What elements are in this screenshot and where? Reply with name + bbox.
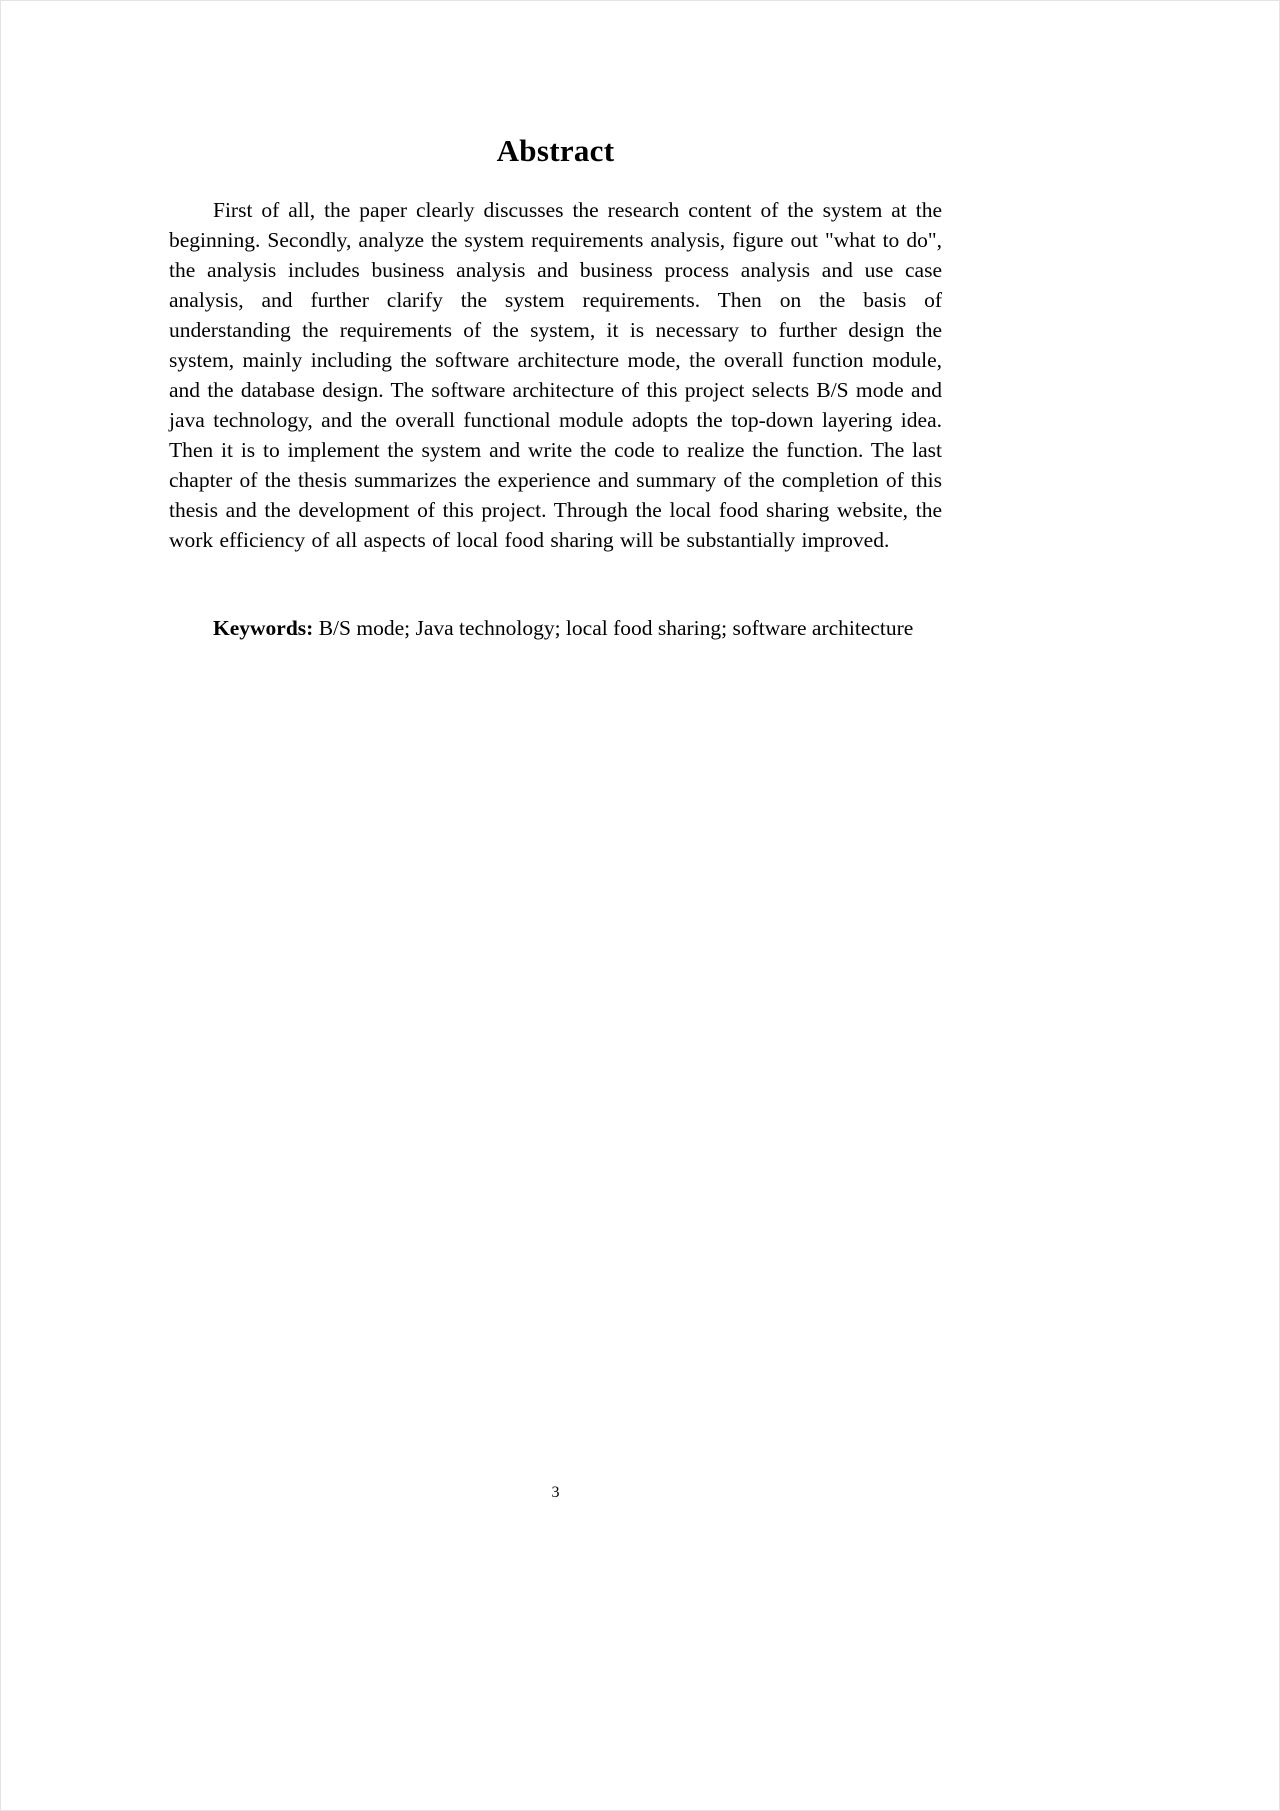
page-content <box>169 133 942 643</box>
keywords-line <box>169 613 942 643</box>
keywords-text: B/S mode; Java technology; local food sharing; software architecture <box>313 616 914 640</box>
abstract-paragraph: First of all, the paper clearly discusses the research content of the system at the beginning. Secondly, analyze the system requirements analysis, figure out "what to do", the analysis includes business analysis and business process analysis and use case analysis, and further clarify the system requirements. Then on the basis of understanding the requirements of the system, it is necessary to further design the system, mainly including the software architecture mode, the overall function module, and the database design. The software architecture of this project selects B/S mode and java technology, and the overall functional module adopts the top-down layering idea. Then it is to implement the system and write the code to realize the function. The last chapter of the thesis summarizes the experience and summary of the completion of this thesis and the development of this project. Through the local food sharing website, the work efficiency of all aspects of local food sharing will be substantially improved. <box>169 198 942 552</box>
page-number: 3 <box>551 1484 560 1501</box>
page-title: Abstract <box>496 133 615 168</box>
keywords-label: Keywords: <box>213 616 314 640</box>
